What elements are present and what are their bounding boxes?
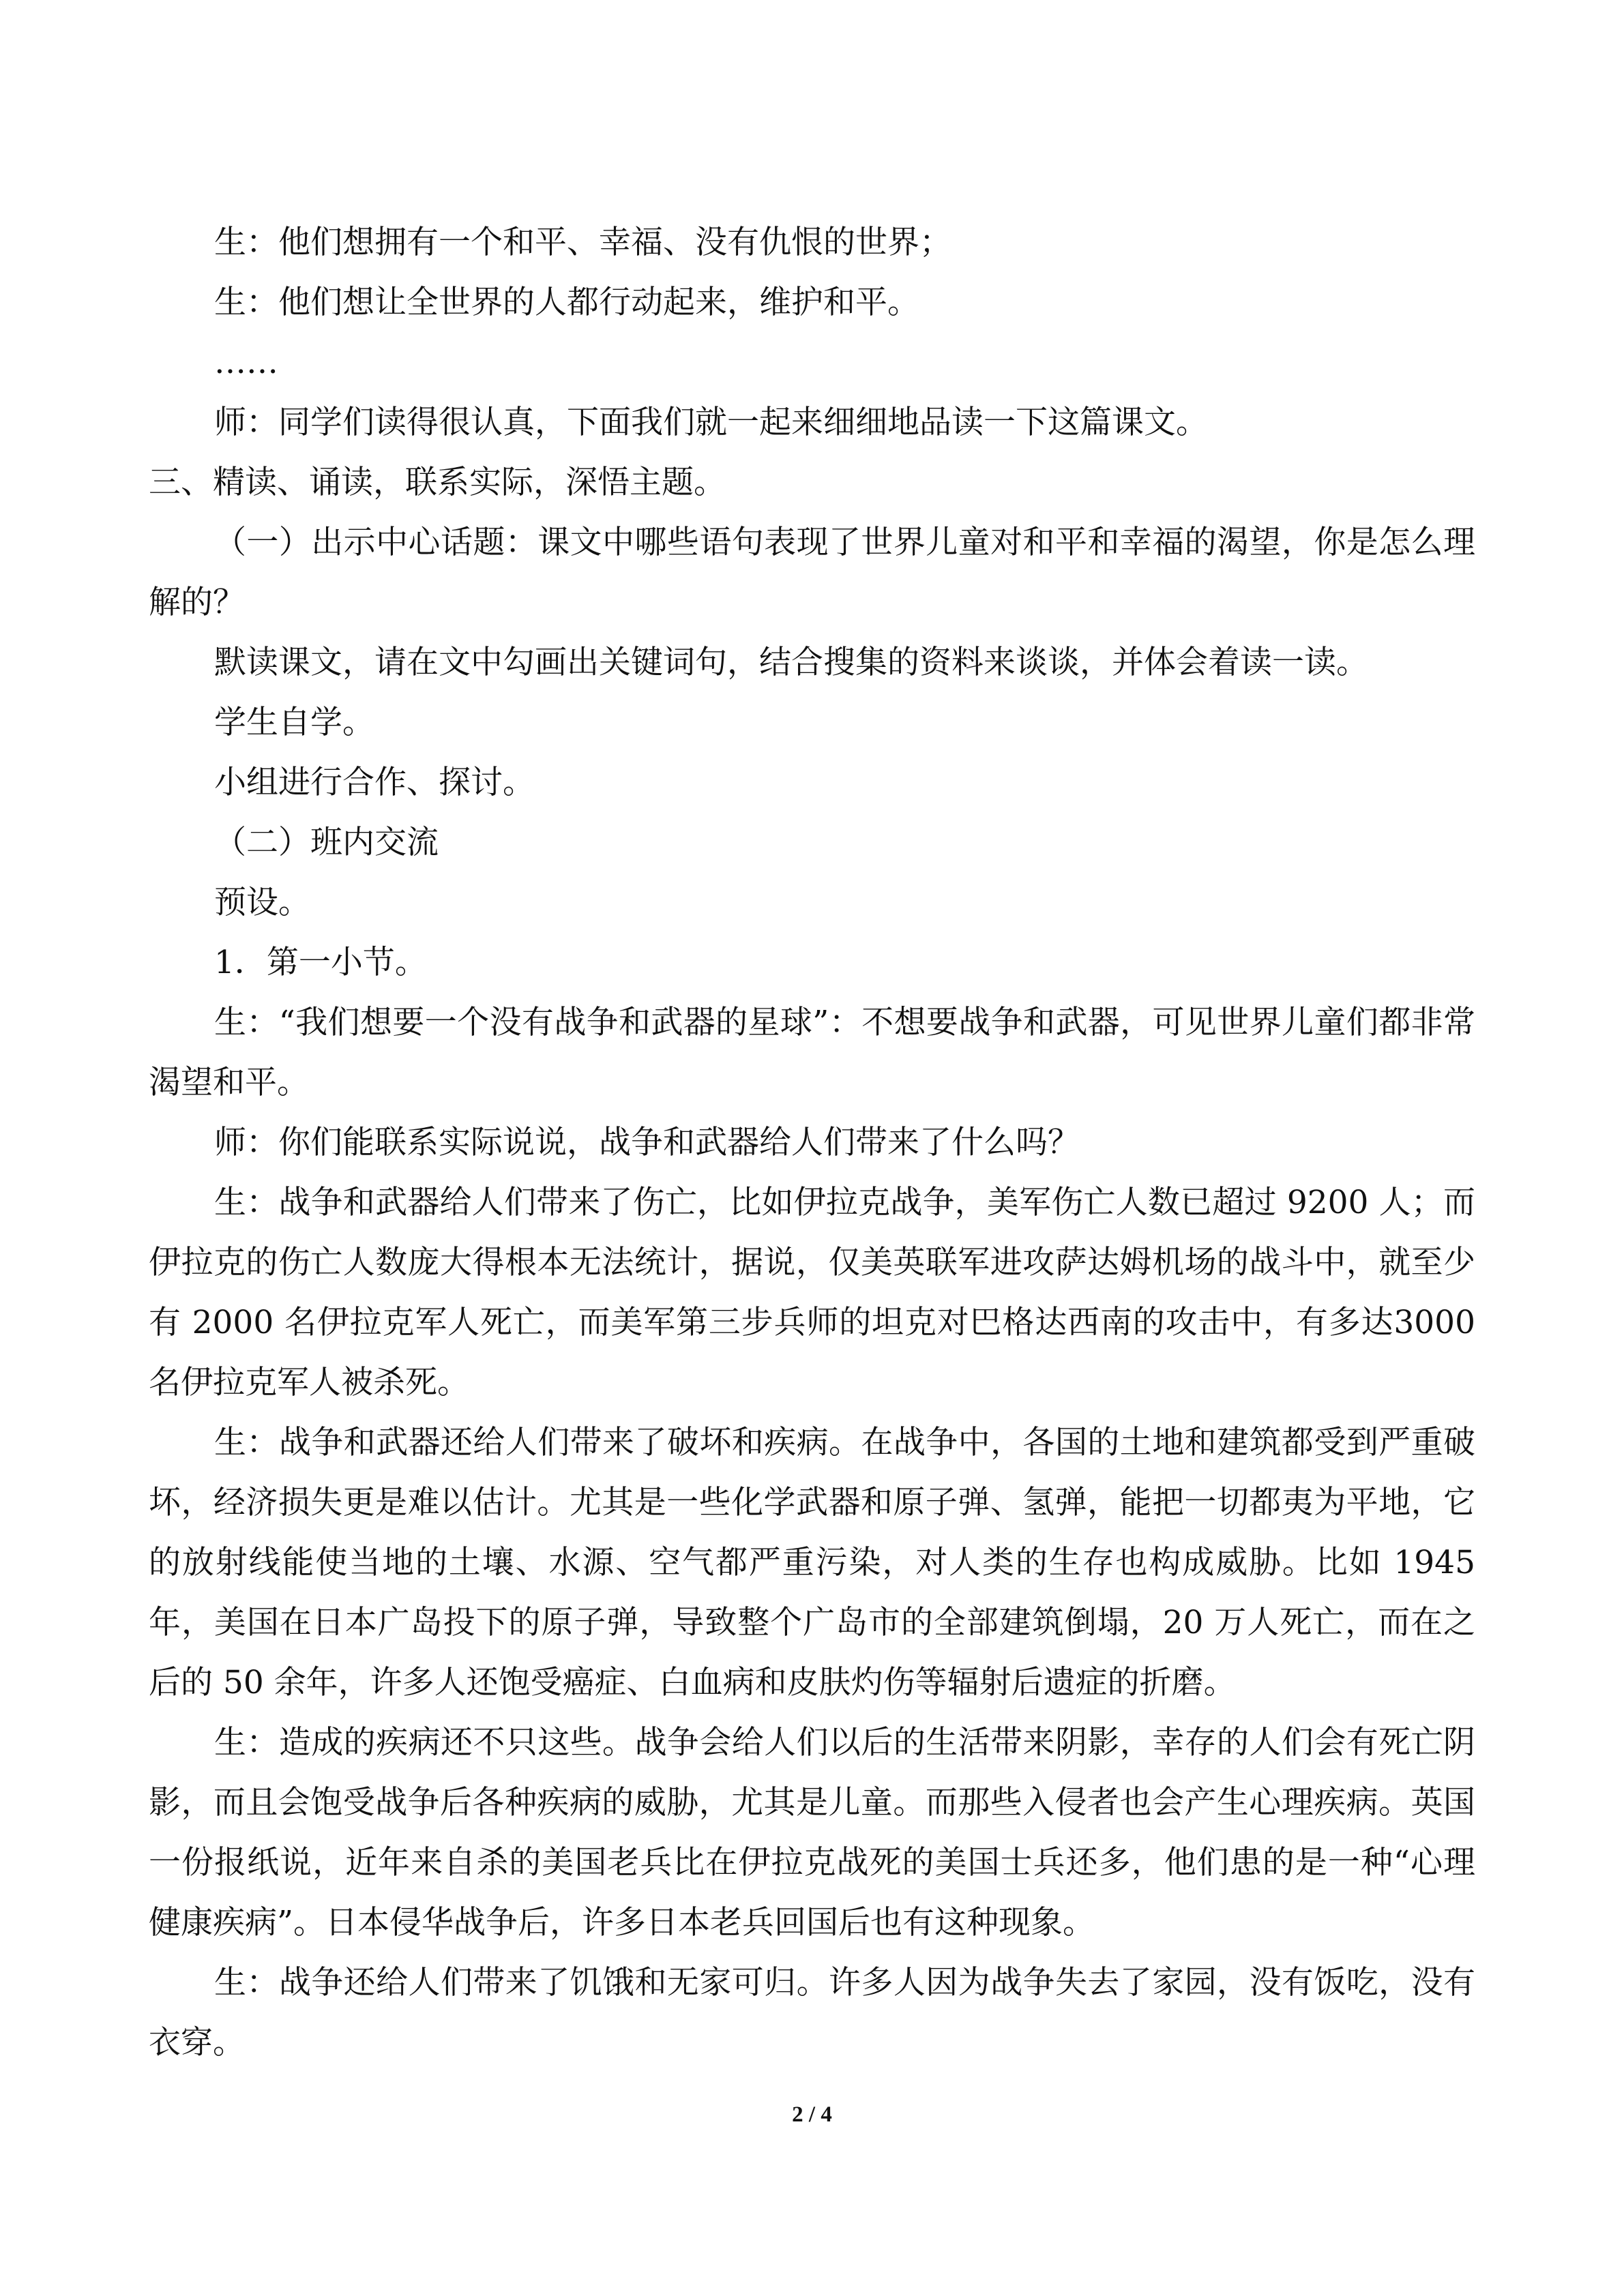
paragraph: 学生自学。: [214, 704, 374, 741]
paragraph: 师：同学们读得很认真，下面我们就一起来细细地品读一下这篇课文。: [214, 404, 1208, 441]
paragraph: （一）出示中心话题：课文中哪些语句表现了世界儿童对和平和幸福的渴望，你是怎么理解的？: [149, 524, 1475, 621]
section-heading: 三、精读、诵读，联系实际，深悟主题。: [149, 464, 726, 501]
page-number: 2 / 4: [792, 2102, 832, 2127]
paragraph: 生：他们想拥有一个和平、幸福、没有仇恨的世界；: [214, 224, 951, 261]
paragraph: 1．第一小节。: [214, 944, 427, 981]
paragraph: 生：战争和武器还给人们带来了破坏和疾病。在战争中，各国的土地和建筑都受到严重破坏，经济损失更是难以估计。尤其是一些化学武器和原子弹、氢弹，能把一切都夷为平地，它的放射线能使当地的土壤、水源、空气都严重污染，对人类的生存也构成威胁。比如 1945 年，美国在日本广岛投下的原子弹，导致整个广岛市的全部建筑倒塌，20 万人死亡，而在之后的 50 余年，许多人还饱受癌症、白血病和皮肤灼伤等辐射后遗症的折磨。: [149, 1424, 1475, 1701]
body-text: [149, 213, 1475, 2073]
paragraph: 生：战争和武器给人们带来了伤亡，比如伊拉克战争，美军伤亡人数已超过 9200 人；而伊拉克的伤亡人数庞大得根本无法统计，据说，仅美英联军进攻萨达姆机场的战斗中，就至少有 2000 名伊拉克军人死亡，而美军第三步兵师的坦克对巴格达西南的攻击中，有多达3000 名伊拉克军人被杀死。: [149, 1184, 1475, 1401]
paragraph: 生：造成的疾病还不只这些。战争会给人们以后的生活带来阴影，幸存的人们会有死亡阴影，而且会饱受战争后各种疾病的威胁，尤其是儿童。而那些入侵者也会产生心理疾病。英国一份报纸说，近年来自杀的美国老兵比在伊拉克战死的美国士兵还多，他们患的是一种“心理健康疾病”。日本侵华战争后，许多日本老兵回国后也有这种现象。: [149, 1724, 1475, 1941]
paragraph: 预设。: [214, 884, 310, 921]
paragraph: 生：他们想让全世界的人都行动起来，维护和平。: [214, 284, 919, 321]
subsection-heading: （二）班内交流: [214, 824, 439, 861]
paragraph: 师：你们能联系实际说说，战争和武器给人们带来了什么吗？: [214, 1124, 1080, 1161]
paragraph: 生：“我们想要一个没有战争和武器的星球”：不想要战争和武器，可见世界儿童们都非常渴望和平。: [149, 1004, 1475, 1101]
paragraph: 生：战争还给人们带来了饥饿和无家可归。许多人因为战争失去了家园，没有饭吃，没有衣穿。: [149, 1964, 1475, 2061]
paragraph: 默读课文，请在文中勾画出关键词句，结合搜集的资料来谈谈，并体会着读一读。: [214, 644, 1368, 681]
paragraph: ……: [214, 344, 278, 381]
paragraph: 小组进行合作、探讨。: [214, 764, 535, 801]
